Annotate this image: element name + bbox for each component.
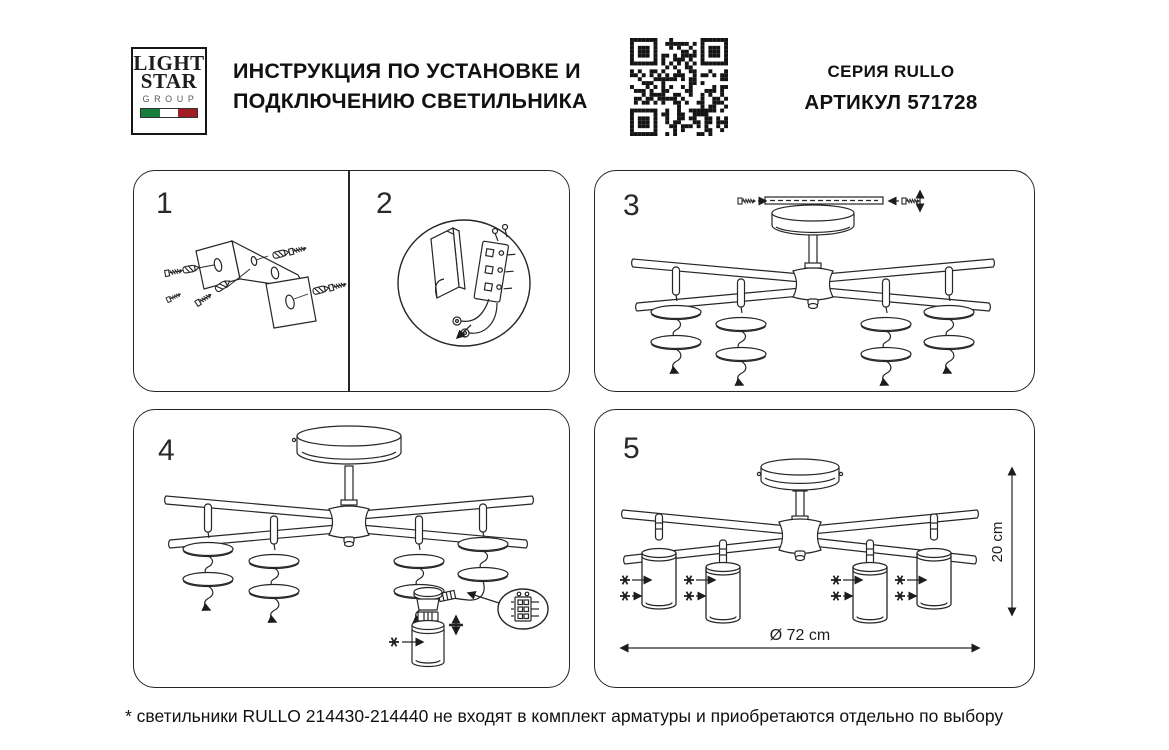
diagram-mounting-bracket [134,171,349,393]
logo-word-group: GROUP [142,94,199,104]
footnote: * светильники RULLO 214430-214440 не входят в комплект арматуры и приобретаются отдельно по выбору [125,706,1004,726]
title-line-2: ПОДКЛЮЧЕНИЮ СВЕТИЛЬНИКА [233,89,588,113]
step-5-number: 5 [623,432,640,465]
lightstar-logo [131,47,207,135]
step-3-number: 3 [623,189,640,222]
italian-flag-stripe [140,108,198,118]
diagram-wiring-detail [349,171,571,393]
logo-word-light: LIGHT [133,51,205,75]
diameter-dimension-label: Ø 72 cm [769,627,831,644]
step-4-number: 4 [158,434,175,467]
logo-word-star: STAR [140,68,198,93]
panel-4-box [133,409,570,688]
series-label: СЕРИЯ RULLO [827,62,955,81]
height-dimension-label: 20 cm [989,521,1006,563]
title-line-1: ИНСТРУКЦИЯ ПО УСТАНОВКЕ И [233,59,581,83]
diagram-assembled-dimensions [595,410,1036,689]
qr-code-icon [630,38,728,136]
panel-5-box [594,409,1035,688]
diagram-chandelier-frame [595,171,1036,393]
step-2-number: 2 [376,187,393,220]
page-title [233,56,588,116]
diagram-shade-installation [134,410,571,689]
article-label: АРТИКУЛ 571728 [804,91,978,114]
panel-1-2-box [133,170,570,392]
panel-3-box [594,170,1035,392]
step-1-number: 1 [156,187,173,220]
